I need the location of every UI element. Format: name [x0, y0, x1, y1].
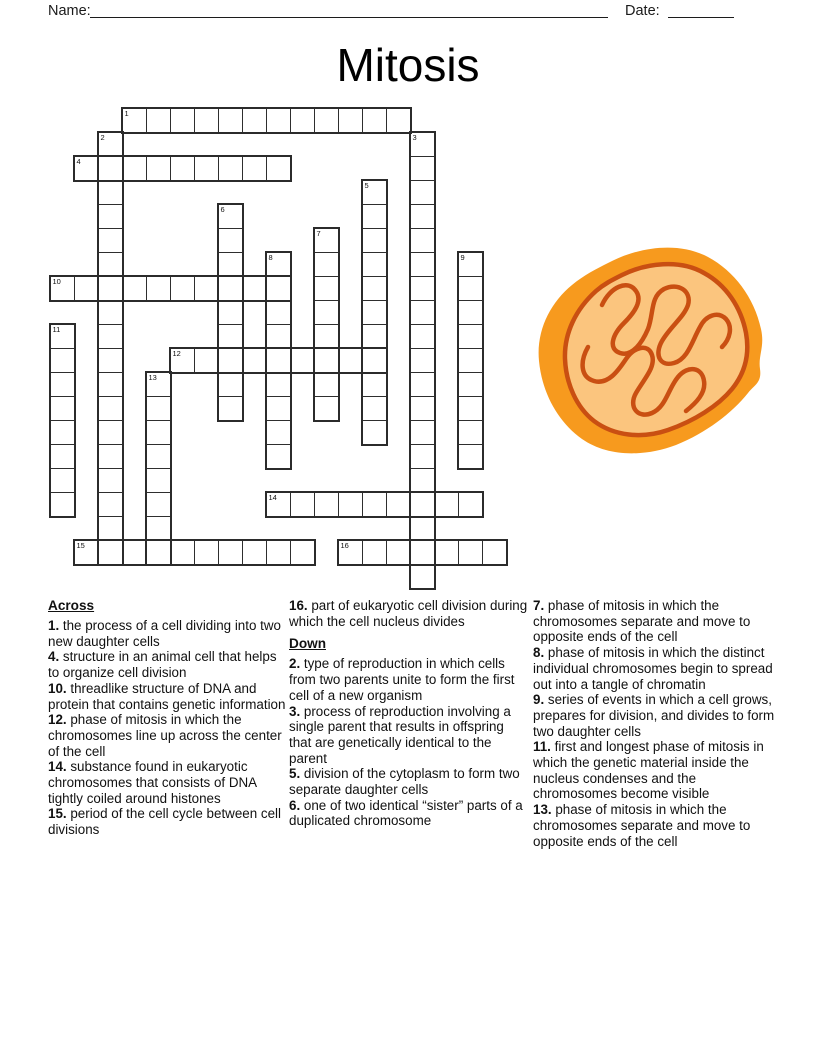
grid-cell[interactable] — [146, 444, 171, 469]
grid-cell[interactable] — [266, 444, 291, 469]
grid-cell[interactable] — [170, 348, 195, 373]
grid-cell[interactable] — [362, 492, 387, 517]
grid-cell[interactable] — [314, 324, 339, 349]
grid-cell[interactable] — [98, 516, 123, 541]
grid-cell[interactable] — [146, 108, 171, 133]
grid-cell[interactable] — [362, 420, 387, 445]
grid-cell[interactable] — [50, 468, 75, 493]
clue-number: 2. — [289, 656, 301, 672]
clue-number: 3. — [289, 703, 301, 719]
grid-cell[interactable] — [410, 540, 435, 565]
clue: 14. substance found in eukaryotic chromosomes that consists of DNA tightly coiled around histones — [48, 759, 257, 806]
clue: 8. phase of mitosis in which the distinct individual chromosomes begin to spread out into a tangle of chromatin — [533, 645, 773, 692]
grid-cell[interactable] — [266, 324, 291, 349]
grid-cell-number: 12 — [172, 348, 181, 358]
clue-number: 13. — [533, 802, 552, 818]
grid-cell[interactable] — [146, 276, 171, 301]
grid-cell[interactable] — [98, 348, 123, 373]
clue-number: 5. — [289, 766, 301, 782]
grid-cell[interactable] — [146, 156, 171, 181]
clue-number: 7. — [533, 598, 545, 613]
grid-cell[interactable] — [410, 228, 435, 253]
grid-cell[interactable] — [458, 276, 483, 301]
grid-cell[interactable] — [458, 444, 483, 469]
grid-cell[interactable] — [266, 396, 291, 421]
grid-cell[interactable] — [458, 300, 483, 325]
grid-cell[interactable] — [458, 492, 483, 517]
grid-cell[interactable] — [314, 252, 339, 277]
grid-cell[interactable] — [170, 276, 195, 301]
grid-cell-number: 2 — [100, 132, 105, 142]
grid-cell[interactable] — [146, 396, 171, 421]
grid-cell[interactable] — [338, 108, 363, 133]
grid-cell[interactable] — [314, 228, 339, 253]
grid-cell[interactable] — [290, 348, 315, 373]
grid-cell[interactable] — [362, 108, 387, 133]
grid-cell[interactable] — [74, 156, 99, 181]
grid-cell-number: 8 — [268, 252, 273, 262]
grid-cell[interactable] — [410, 324, 435, 349]
grid-cell[interactable] — [98, 132, 123, 157]
grid-cell[interactable] — [410, 468, 435, 493]
grid-cell[interactable] — [218, 540, 243, 565]
grid-cell[interactable] — [98, 276, 123, 301]
grid-cell[interactable] — [362, 348, 387, 373]
grid-cell-number: 3 — [412, 132, 417, 142]
name-label: Name: — [48, 3, 91, 19]
grid-cell[interactable] — [98, 228, 123, 253]
grid-cell[interactable] — [194, 156, 219, 181]
grid-cell[interactable] — [218, 204, 243, 229]
grid-cell[interactable] — [218, 300, 243, 325]
clue-number: 14. — [48, 759, 67, 775]
grid-cell[interactable] — [410, 300, 435, 325]
grid-cell-number: 9 — [460, 252, 465, 262]
grid-cell[interactable] — [98, 156, 123, 181]
grid-cell[interactable] — [266, 348, 291, 373]
grid-cell-number: 14 — [268, 492, 277, 502]
clue: 7. phase of mitosis in which the chromosomes separate and move to opposite ends of the cell — [533, 598, 751, 645]
grid-cell[interactable] — [146, 468, 171, 493]
clue-number: 1. — [48, 618, 60, 633]
grid-cell[interactable] — [218, 156, 243, 181]
grid-cell-number: 15 — [76, 540, 85, 550]
clue: 10. threadlike structure of DNA and protein that contains genetic information — [48, 680, 286, 712]
grid-cell[interactable] — [314, 348, 339, 373]
grid-cell[interactable] — [266, 372, 291, 397]
clue: 6. one of two identical “sister” parts of a duplicated chromosome — [289, 797, 523, 829]
grid-cell[interactable] — [410, 372, 435, 397]
grid-cell[interactable] — [170, 540, 195, 565]
grid-cell[interactable] — [50, 276, 75, 301]
grid-cell[interactable] — [458, 324, 483, 349]
grid-cell[interactable] — [410, 276, 435, 301]
grid-cell[interactable] — [338, 540, 363, 565]
grid-cell[interactable] — [146, 372, 171, 397]
grid-cell-number: 5 — [364, 180, 369, 190]
grid-cell-number: 4 — [76, 156, 81, 166]
grid-cell-number: 7 — [316, 228, 321, 238]
grid-cell[interactable] — [266, 540, 291, 565]
grid-cell[interactable] — [410, 252, 435, 277]
grid-cell[interactable] — [194, 276, 219, 301]
grid-cell[interactable] — [362, 300, 387, 325]
grid-cell[interactable] — [98, 444, 123, 469]
grid-cell[interactable] — [242, 156, 267, 181]
grid-cell[interactable] — [218, 324, 243, 349]
grid-cell[interactable] — [362, 276, 387, 301]
clue: 11. first and longest phase of mitosis in which the genetic material inside the nucleus condenses and the chromosomes become visible — [533, 739, 764, 802]
grid-cell[interactable] — [218, 348, 243, 373]
grid-cell[interactable] — [50, 444, 75, 469]
grid-cell[interactable] — [410, 564, 435, 589]
grid-cell[interactable] — [122, 540, 147, 565]
grid-cell[interactable] — [362, 252, 387, 277]
grid-cell[interactable] — [314, 372, 339, 397]
clues-column-middle — [289, 598, 529, 829]
grid-cell[interactable] — [458, 252, 483, 277]
grid-cell[interactable] — [98, 420, 123, 445]
grid-cell[interactable] — [98, 396, 123, 421]
grid-cell[interactable] — [50, 348, 75, 373]
grid-cell[interactable] — [218, 396, 243, 421]
grid-cell-number: 1 — [124, 108, 129, 118]
grid-cell[interactable] — [218, 372, 243, 397]
grid-cell[interactable] — [386, 492, 411, 517]
grid-cell[interactable] — [266, 492, 291, 517]
grid-cell[interactable] — [410, 204, 435, 229]
grid-cell[interactable] — [50, 396, 75, 421]
grid-cell[interactable] — [458, 420, 483, 445]
clues-column-across — [48, 598, 286, 838]
grid-cell[interactable] — [98, 492, 123, 517]
grid-cell[interactable] — [218, 228, 243, 253]
grid-cell[interactable] — [242, 108, 267, 133]
grid-cell[interactable] — [458, 396, 483, 421]
grid-cell[interactable] — [410, 180, 435, 205]
grid-cell[interactable] — [410, 420, 435, 445]
grid-cell[interactable] — [146, 492, 171, 517]
clue-number: 6. — [289, 797, 301, 813]
clue: 5. division of the cytoplasm to form two separate daughter cells — [289, 766, 520, 798]
grid-cell[interactable] — [50, 372, 75, 397]
grid-cell[interactable] — [314, 300, 339, 325]
grid-cell[interactable] — [362, 540, 387, 565]
grid-cell[interactable] — [458, 348, 483, 373]
grid-cell[interactable] — [410, 132, 435, 157]
grid-cell[interactable] — [266, 252, 291, 277]
grid-cell[interactable] — [410, 396, 435, 421]
grid-cell[interactable] — [122, 156, 147, 181]
grid-cell[interactable] — [242, 348, 267, 373]
clue: 9. series of events in which a cell grows, prepares for division, and divides to form two daughter cells — [533, 692, 775, 739]
grid-cell[interactable] — [98, 540, 123, 565]
grid-cell[interactable] — [170, 108, 195, 133]
grid-cell[interactable] — [338, 492, 363, 517]
grid-cell[interactable] — [314, 108, 339, 133]
mitochondrion-illustration — [536, 243, 766, 461]
clue-number: 10. — [48, 680, 67, 696]
clue: 12. phase of mitosis in which the chromosomes line up across the center of the cell — [48, 712, 282, 759]
grid-cell[interactable] — [170, 156, 195, 181]
clue-number: 4. — [48, 649, 60, 665]
grid-cell[interactable] — [194, 108, 219, 133]
grid-cell[interactable] — [74, 276, 99, 301]
grid-cell[interactable] — [146, 420, 171, 445]
grid-cell[interactable] — [362, 204, 387, 229]
grid-cell[interactable] — [410, 492, 435, 517]
grid-cell[interactable] — [146, 516, 171, 541]
grid-cell[interactable] — [410, 348, 435, 373]
clue: 13. phase of mitosis in which the chromosomes separate and move to opposite ends of the cell — [533, 802, 751, 849]
grid-cell[interactable] — [266, 156, 291, 181]
grid-cell-number: 6 — [220, 204, 225, 214]
grid-cell[interactable] — [362, 396, 387, 421]
clue: 2. type of reproduction in which cells from two parents unite to form the first cell of a new organism — [289, 656, 515, 703]
page-title: Mitosis — [336, 39, 480, 91]
grid-cell[interactable] — [218, 252, 243, 277]
grid-cell[interactable] — [218, 276, 243, 301]
grid-cell[interactable] — [410, 516, 435, 541]
grid-cell[interactable] — [410, 444, 435, 469]
clue-number: 16. — [289, 598, 308, 613]
grid-cell[interactable] — [410, 156, 435, 181]
date-label: Date: — [625, 3, 660, 19]
grid-cell[interactable] — [314, 276, 339, 301]
grid-cell[interactable] — [122, 108, 147, 133]
grid-cell[interactable] — [386, 108, 411, 133]
grid-cell[interactable] — [98, 300, 123, 325]
grid-cell[interactable] — [266, 276, 291, 301]
clue: 4. structure in an animal cell that helps to organize cell division — [48, 649, 277, 681]
grid-cell[interactable] — [194, 348, 219, 373]
grid-cell-number: 10 — [52, 276, 61, 286]
grid-cell[interactable] — [122, 276, 147, 301]
clue: 15. period of the cell cycle between cell divisions — [48, 806, 281, 838]
clue-list-header: Across — [48, 598, 95, 613]
grid-cell[interactable] — [242, 540, 267, 565]
grid-cell[interactable] — [194, 540, 219, 565]
grid-cell[interactable] — [98, 252, 123, 277]
grid-cell[interactable] — [458, 540, 483, 565]
grid-cell-number: 16 — [340, 540, 349, 550]
grid-cell[interactable] — [266, 108, 291, 133]
grid-cell[interactable] — [266, 420, 291, 445]
grid-cell[interactable] — [386, 540, 411, 565]
clue-number: 15. — [48, 806, 67, 822]
grid-cell[interactable] — [98, 468, 123, 493]
clue: 1. the process of a cell dividing into two new daughter cells — [48, 618, 281, 649]
grid-cell[interactable] — [74, 540, 99, 565]
grid-cell[interactable] — [314, 492, 339, 517]
grid-cell[interactable] — [266, 300, 291, 325]
grid-cell[interactable] — [314, 396, 339, 421]
grid-cell[interactable] — [290, 492, 315, 517]
grid-cell[interactable] — [338, 348, 363, 373]
grid-cell[interactable] — [290, 540, 315, 565]
clue-number: 9. — [533, 692, 545, 708]
grid-cell[interactable] — [98, 372, 123, 397]
grid-cell[interactable] — [50, 324, 75, 349]
grid-cell[interactable] — [50, 420, 75, 445]
grid-cell[interactable] — [362, 372, 387, 397]
clue-number: 11. — [533, 739, 551, 755]
grid-cell-number: 11 — [52, 324, 61, 334]
clue: 16. part of eukaryotic cell division during which the cell nucleus divides — [289, 598, 528, 629]
grid-cell[interactable] — [146, 540, 171, 565]
clue-list-header: Down — [289, 636, 326, 652]
grid-cell[interactable] — [362, 324, 387, 349]
clue-number: 8. — [533, 645, 545, 661]
grid-cell[interactable] — [458, 372, 483, 397]
grid-cell[interactable] — [434, 492, 459, 517]
grid-cell[interactable] — [98, 324, 123, 349]
clues-column-down — [533, 598, 775, 849]
grid-cell[interactable] — [434, 540, 459, 565]
grid-cell[interactable] — [50, 492, 75, 517]
grid-cell[interactable] — [290, 108, 315, 133]
grid-cell[interactable] — [362, 228, 387, 253]
grid-cell[interactable] — [362, 180, 387, 205]
grid-cell[interactable] — [482, 540, 507, 565]
grid-cell[interactable] — [98, 204, 123, 229]
grid-cell-number: 13 — [148, 372, 157, 382]
clue-number: 12. — [48, 712, 67, 728]
grid-cell[interactable] — [218, 108, 243, 133]
grid-cell[interactable] — [98, 180, 123, 205]
grid-cell[interactable] — [242, 276, 267, 301]
clue: 3. process of reproduction involving a single parent that results in offspring that are genetically identical to the parent — [289, 703, 511, 766]
